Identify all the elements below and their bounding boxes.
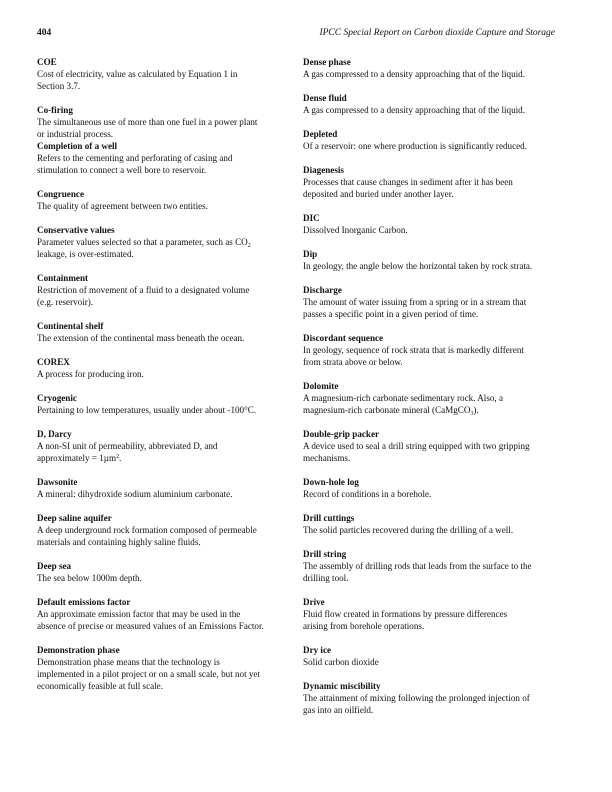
glossary-definition bbox=[37, 236, 292, 260]
glossary-entry-coe bbox=[37, 56, 292, 92]
superscript: 2 bbox=[116, 454, 120, 460]
glossary-entry-drive bbox=[303, 596, 558, 632]
glossary-definition: Pertaining to low temperatures, usually under about -100°C. bbox=[37, 405, 257, 415]
subscript: 2 bbox=[247, 243, 251, 249]
glossary-term: Double-grip packer bbox=[303, 429, 380, 439]
glossary-term: Discharge bbox=[303, 285, 342, 295]
glossary-term: D, Darcy bbox=[37, 429, 72, 439]
glossary-term: Dolomite bbox=[303, 381, 339, 391]
glossary-term: Down-hole log bbox=[303, 477, 359, 487]
glossary-definition: A process for producing iron. bbox=[37, 369, 144, 379]
glossary-term: Co-firing bbox=[37, 105, 73, 115]
subscript: 3 bbox=[470, 411, 474, 417]
glossary-entry-dic bbox=[303, 212, 558, 236]
glossary-definition: Refers to the cementing and perforating of casing and stimulation to connect a well bore to reservoir. bbox=[37, 153, 233, 175]
glossary-entry-congruence bbox=[37, 188, 292, 212]
glossary-definition: Fluid flow created in formations by pressure differences arising from borehole operations. bbox=[303, 609, 508, 631]
glossary-definition: A gas compressed to a density approaching that of the liquid. bbox=[303, 105, 525, 115]
glossary-left-column bbox=[37, 56, 292, 692]
glossary-definition: The quality of agreement between two entities. bbox=[37, 201, 208, 211]
glossary-definition: Dissolved Inorganic Carbon. bbox=[303, 225, 408, 235]
definition-text: A non-SI unit of permeability, abbreviated D, and approximately = 1µm bbox=[37, 441, 218, 463]
glossary-definition: A gas compressed to a density approaching that of the liquid. bbox=[303, 69, 525, 79]
glossary-term: Containment bbox=[37, 273, 89, 283]
glossary-definition: The solid particles recovered during the drilling of a well. bbox=[303, 525, 514, 535]
glossary-term: Discordant sequence bbox=[303, 333, 384, 343]
glossary-definition: The attainment of mixing following the prolonged injection of gas into an oilfield. bbox=[303, 693, 530, 715]
glossary-term: Dip bbox=[303, 249, 318, 259]
glossary-entry-dynamic-miscibility bbox=[303, 680, 558, 716]
glossary-definition: The assembly of drilling rods that leads from the surface to the drilling tool. bbox=[303, 561, 532, 583]
glossary-entry-containment bbox=[37, 272, 292, 308]
glossary-definition: A deep underground rock formation composed of permeable materials and containing highly saline fluids. bbox=[37, 525, 257, 547]
glossary-definition: The simultaneous use of more than one fuel in a power plant or industrial process. bbox=[37, 117, 258, 139]
glossary-term: Deep sea bbox=[37, 561, 72, 571]
glossary-term: Demonstration phase bbox=[37, 645, 120, 655]
glossary-definition: Cost of electricity, value as calculated by Equation 1 in Section 3.7. bbox=[37, 69, 238, 91]
page-number: 404 bbox=[37, 28, 52, 38]
glossary-term: Drill string bbox=[303, 549, 347, 559]
definition-text: Parameter values selected so that a parameter, such as CO bbox=[37, 237, 248, 247]
glossary-entry-co-firing bbox=[37, 104, 292, 140]
glossary-entry-dolomite bbox=[303, 380, 558, 416]
glossary-entry-diagenesis bbox=[303, 164, 558, 200]
glossary-entry-cryogenic bbox=[37, 392, 292, 416]
glossary-definition: In geology, the angle below the horizontal taken by rock strata. bbox=[303, 261, 533, 271]
glossary-definition: Solid carbon dioxide bbox=[303, 657, 379, 667]
glossary-term: Drive bbox=[303, 597, 325, 607]
definition-text: A magnesium-rich carbonate sedimentary rock. Also, a magnesium-rich carbonate mineral (CaMgCO bbox=[303, 393, 503, 415]
running-title: IPCC Special Report on Carbon dioxide Capture and Storage bbox=[319, 28, 555, 38]
glossary-definition: Of a reservoir: one where production is significantly reduced. bbox=[303, 141, 527, 151]
glossary-entry-dawsonite bbox=[37, 476, 292, 500]
glossary-entry-conservative-values bbox=[37, 224, 292, 260]
glossary-definition: A mineral: dihydroxide sodium aluminium carbonate. bbox=[37, 489, 233, 499]
glossary-entry-deep-sea bbox=[37, 560, 292, 584]
glossary-definition: Record of conditions in a borehole. bbox=[303, 489, 432, 499]
glossary-term: Dynamic miscibility bbox=[303, 681, 381, 691]
glossary-definition: Demonstration phase means that the technology is implemented in a pilot project or on a small scale, but not yet economically feasible at full scale. bbox=[37, 657, 260, 691]
glossary-term: Deep saline aquifer bbox=[37, 513, 112, 523]
glossary-term: Dense fluid bbox=[303, 93, 347, 103]
glossary-definition: The extension of the continental mass beneath the ocean. bbox=[37, 333, 245, 343]
glossary-entry-deep-saline-aquifer bbox=[37, 512, 292, 548]
glossary-entry-down-hole-log bbox=[303, 476, 558, 500]
glossary-term: COREX bbox=[37, 357, 70, 367]
glossary-definition: Restriction of movement of a fluid to a designated volume (e.g. reservoir). bbox=[37, 285, 250, 307]
glossary-entry-completion-of-a-well bbox=[37, 140, 292, 176]
glossary-term: Default emissions factor bbox=[37, 597, 131, 607]
glossary-entry-dense-phase bbox=[303, 56, 558, 80]
glossary-entry-dry-ice bbox=[303, 644, 558, 668]
glossary-entry-drill-cuttings bbox=[303, 512, 558, 536]
glossary-term: DIC bbox=[303, 213, 320, 223]
glossary-definition: An approximate emission factor that may be used in the absence of precise or measured values of an Emissions Factor. bbox=[37, 609, 264, 631]
glossary-entry-depleted bbox=[303, 128, 558, 152]
glossary-term: Dawsonite bbox=[37, 477, 78, 487]
glossary-term: Continental shelf bbox=[37, 321, 104, 331]
definition-text: . bbox=[119, 453, 122, 463]
glossary-entry-darcy bbox=[37, 428, 292, 464]
glossary-term: Dry ice bbox=[303, 645, 332, 655]
glossary-entry-discharge bbox=[303, 284, 558, 320]
glossary-definition: Processes that cause changes in sediment after it has been deposited and buried under another layer. bbox=[303, 177, 513, 199]
glossary-term: Congruence bbox=[37, 189, 84, 199]
glossary-term: COE bbox=[37, 57, 57, 67]
glossary-right-column bbox=[303, 56, 558, 716]
glossary-term: Drill cuttings bbox=[303, 513, 355, 523]
glossary-entry-dip bbox=[303, 248, 558, 272]
glossary-entry-demonstration-phase bbox=[37, 644, 292, 692]
glossary-term: Cryogenic bbox=[37, 393, 77, 403]
glossary-entry-corex bbox=[37, 356, 292, 380]
glossary-definition: In geology, sequence of rock strata that is markedly different from strata above or below. bbox=[303, 345, 524, 367]
glossary-definition bbox=[303, 392, 558, 416]
glossary-definition: The amount of water issuing from a spring or in a stream that passes a specific point in a given period of time. bbox=[303, 297, 527, 319]
glossary-term: Depleted bbox=[303, 129, 338, 139]
glossary-entry-default-emissions-factor bbox=[37, 596, 292, 632]
glossary-definition: A device used to seal a drill string equipped with two gripping mechanisms. bbox=[303, 441, 530, 463]
glossary-entry-dense-fluid bbox=[303, 92, 558, 116]
glossary-term: Dense phase bbox=[303, 57, 351, 67]
glossary-term: Conservative values bbox=[37, 225, 115, 235]
glossary-definition: The sea below 1000m depth. bbox=[37, 573, 142, 583]
glossary-term: Diagenesis bbox=[303, 165, 344, 175]
glossary-entry-discordant-sequence bbox=[303, 332, 558, 368]
glossary-entry-drill-string bbox=[303, 548, 558, 584]
glossary-entry-double-grip-packer bbox=[303, 428, 558, 464]
glossary-term: Completion of a well bbox=[37, 141, 118, 151]
page-header bbox=[37, 27, 555, 41]
definition-text: leakage, is over-estimated. bbox=[37, 249, 134, 259]
glossary-entry-continental-shelf bbox=[37, 320, 292, 344]
glossary-definition bbox=[37, 440, 292, 464]
definition-text: ). bbox=[473, 405, 479, 415]
